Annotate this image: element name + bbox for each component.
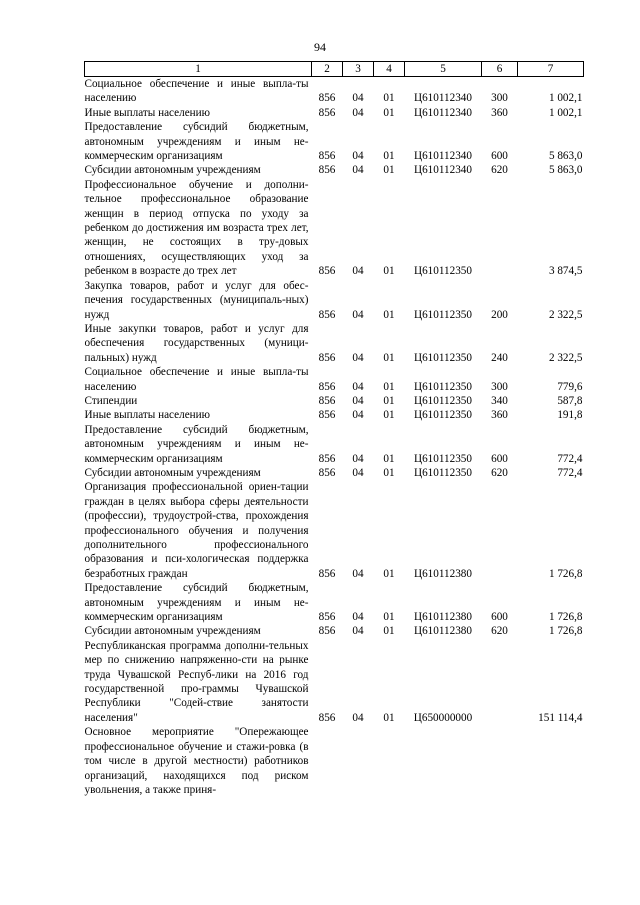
table-row (85, 77, 584, 106)
header-cell-6: 6 (482, 62, 518, 77)
expense-type-code: 360 (491, 106, 508, 119)
ministry-code: 856 (318, 394, 336, 407)
section-code: 04 (352, 394, 364, 407)
ministry-code: 856 (318, 351, 336, 364)
target-article-code: Ц610112350 (413, 452, 472, 465)
ministry-code: 856 (318, 380, 336, 393)
amount: 772,4 (557, 452, 583, 465)
amount: 2 322,5 (548, 351, 583, 364)
expense-type-code: 300 (491, 92, 508, 105)
ministry-code: 856 (318, 452, 336, 465)
item-name: Предоставление субсидий бюджетным, автономным учреждениям и иным не-коммерческим организациям (84, 582, 309, 624)
section-code: 04 (352, 466, 364, 479)
amount: 1 726,8 (548, 625, 583, 638)
table-row (85, 639, 584, 725)
table-row (85, 725, 584, 797)
header-cell-2: 2 (312, 62, 343, 77)
amount: 151 114,4 (538, 711, 583, 724)
target-article-code: Ц610112380 (413, 611, 472, 624)
amount: 779,6 (557, 380, 583, 393)
target-article-code: Ц610112340 (413, 92, 472, 105)
item-name: Социальное обеспечение и иные выпла-ты населению (84, 78, 309, 105)
subsection-code: 01 (383, 164, 395, 177)
expense-type-code: 600 (491, 611, 508, 624)
item-name: Иные выплаты населению (84, 409, 210, 422)
table-row (85, 178, 584, 279)
expense-type-code: 300 (491, 380, 508, 393)
target-article-code: Ц610112350 (413, 466, 472, 479)
item-name: Предоставление субсидий бюджетным, автономным учреждениям и иным не-коммерческим организациям (84, 423, 309, 465)
item-name: Закупка товаров, работ и услуг для обес-печения государственных (муниципаль-ных) нужд (84, 279, 309, 321)
amount: 1 726,8 (548, 567, 583, 580)
item-name: Субсидии автономным учреждениям (84, 625, 261, 638)
target-article-code: Ц610112350 (413, 409, 472, 422)
table-row (85, 423, 584, 466)
amount: 1 726,8 (548, 611, 583, 624)
item-name: Субсидии автономным учреждениям (84, 466, 261, 479)
section-code (343, 725, 374, 797)
target-article-code: Ц610112350 (413, 308, 472, 321)
expense-type-code: 620 (491, 164, 508, 177)
table-row (85, 581, 584, 624)
expense-type-code: 340 (491, 394, 508, 407)
item-name: Организация профессиональной ориен-тации граждан в целях выбора сферы деятельности (профессии), трудоустрой-ства, прохождения профессионального обучения и получения дополнительного профессионального образования и пси-хологическая поддержка безработных граждан (84, 481, 309, 580)
amount: 5 863,0 (548, 150, 583, 163)
table-row (85, 466, 584, 480)
subsection-code: 01 (383, 380, 395, 393)
subsection-code: 01 (383, 466, 395, 479)
expense-type-code: 600 (491, 150, 508, 163)
target-article-code: Ц610112350 (413, 265, 472, 278)
ministry-code: 856 (318, 611, 336, 624)
header-cell-1: 1 (85, 62, 312, 77)
ministry-code: 856 (318, 150, 336, 163)
expense-type-code: 360 (491, 409, 508, 422)
item-name: Иные закупки товаров, работ и услуг для обеспечения государственных (муници-пальных) нужд (84, 322, 309, 364)
amount: 191,8 (557, 409, 583, 422)
amount: 587,8 (557, 394, 583, 407)
subsection-code (374, 725, 405, 797)
amount: 1 002,1 (548, 92, 583, 105)
item-name: Профессиональное обучение и дополни-тельное профессиональное образование женщин в период отпуска по уходу за ребенком до достижения им возраста трех лет, женщин, не состоящих в тру-довых отношениях, осуществляющих уход за ребенком в возрасте до трех лет (84, 178, 309, 278)
amount: 772,4 (557, 466, 583, 479)
section-code: 04 (352, 150, 364, 163)
table-row (85, 408, 584, 422)
header-cell-7: 7 (518, 62, 584, 77)
target-article-code: Ц610112380 (413, 567, 472, 580)
subsection-code: 01 (383, 150, 395, 163)
table-row (85, 480, 584, 581)
header-cell-4: 4 (374, 62, 405, 77)
amount: 3 874,5 (548, 265, 583, 278)
header-cell-3: 3 (343, 62, 374, 77)
section-code: 04 (352, 452, 364, 465)
table-row (85, 365, 584, 394)
ministry-code: 856 (318, 567, 336, 580)
expense-type-code: 240 (491, 351, 508, 364)
ministry-code: 856 (318, 106, 336, 119)
target-article-code: Ц610112350 (413, 351, 472, 364)
target-article-code: Ц610112340 (413, 150, 472, 163)
ministry-code: 856 (318, 265, 336, 278)
expense-type-code: 600 (491, 452, 508, 465)
subsection-code: 01 (383, 611, 395, 624)
target-article-code: Ц650000000 (413, 711, 473, 724)
ministry-code (312, 725, 343, 797)
section-code: 04 (352, 351, 364, 364)
subsection-code: 01 (383, 308, 395, 321)
section-code: 04 (352, 308, 364, 321)
expense-type-code (482, 480, 518, 581)
amount: 2 322,5 (548, 308, 583, 321)
expense-type-code: 200 (491, 308, 508, 321)
page-number: 94 (314, 40, 326, 54)
table-row (85, 624, 584, 638)
ministry-code: 856 (318, 308, 336, 321)
table-row (85, 163, 584, 177)
ministry-code: 856 (318, 466, 336, 479)
expense-type-code: 620 (491, 466, 508, 479)
section-code: 04 (352, 611, 364, 624)
ministry-code: 856 (318, 164, 336, 177)
table-row (85, 322, 584, 365)
subsection-code: 01 (383, 106, 395, 119)
header-row (85, 62, 584, 77)
section-code: 04 (352, 106, 364, 119)
expense-type-code (482, 725, 518, 797)
subsection-code: 01 (383, 452, 395, 465)
ministry-code: 856 (318, 409, 336, 422)
table-row (85, 106, 584, 120)
subsection-code: 01 (383, 625, 395, 638)
section-code: 04 (352, 265, 364, 278)
subsection-code: 01 (383, 711, 395, 724)
amount (518, 725, 584, 797)
subsection-code: 01 (383, 351, 395, 364)
table-header (85, 62, 584, 77)
section-code: 04 (352, 164, 364, 177)
subsection-code: 01 (383, 409, 395, 422)
table-row (85, 120, 584, 163)
subsection-code: 01 (383, 265, 395, 278)
target-article-code: Ц610112340 (413, 106, 472, 119)
table-row (85, 394, 584, 408)
amount: 5 863,0 (548, 164, 583, 177)
section-code: 04 (352, 711, 364, 724)
target-article-code: Ц610112340 (413, 164, 472, 177)
expense-type-code: 620 (491, 625, 508, 638)
section-code: 04 (352, 625, 364, 638)
section-code: 04 (352, 380, 364, 393)
ministry-code: 856 (318, 92, 336, 105)
subsection-code: 01 (383, 567, 395, 580)
item-name: Основное мероприятие "Опережающее профессиональное обучение и стажи-ровка (в том числе в другой местности) работников организаций, находящихся под риском увольнения, а также приня- (84, 726, 309, 796)
target-article-code: Ц610112350 (413, 380, 472, 393)
table-row (85, 279, 584, 322)
item-name: Иные выплаты населению (84, 106, 210, 119)
item-name: Республиканская программа дополни-тельных мер по снижению напряженно-сти на рынке труда Чувашской Респуб-лики на 2016 год государственной про-граммы Чувашской Республики "Содей-ствие занятости населения" (84, 639, 309, 724)
target-article-code (405, 725, 482, 797)
ministry-code: 856 (318, 711, 336, 724)
target-article-code: Ц610112380 (413, 625, 472, 638)
expense-type-code (482, 178, 518, 279)
table-body (85, 77, 584, 798)
target-article-code: Ц610112350 (413, 394, 472, 407)
subsection-code: 01 (383, 92, 395, 105)
section-code: 04 (352, 92, 364, 105)
subsection-code: 01 (383, 394, 395, 407)
item-name: Субсидии автономным учреждениям (84, 164, 261, 177)
item-name: Социальное обеспечение и иные выпла-ты населению (84, 366, 309, 393)
ministry-code: 856 (318, 625, 336, 638)
expense-type-code (482, 639, 518, 725)
header-cell-5: 5 (405, 62, 482, 77)
item-name: Предоставление субсидий бюджетным, автономным учреждениям и иным не-коммерческим организациям (84, 121, 309, 163)
section-code: 04 (352, 409, 364, 422)
section-code: 04 (352, 567, 364, 580)
amount: 1 002,1 (548, 106, 583, 119)
budget-table (84, 61, 584, 797)
item-name: Стипендии (84, 394, 138, 407)
